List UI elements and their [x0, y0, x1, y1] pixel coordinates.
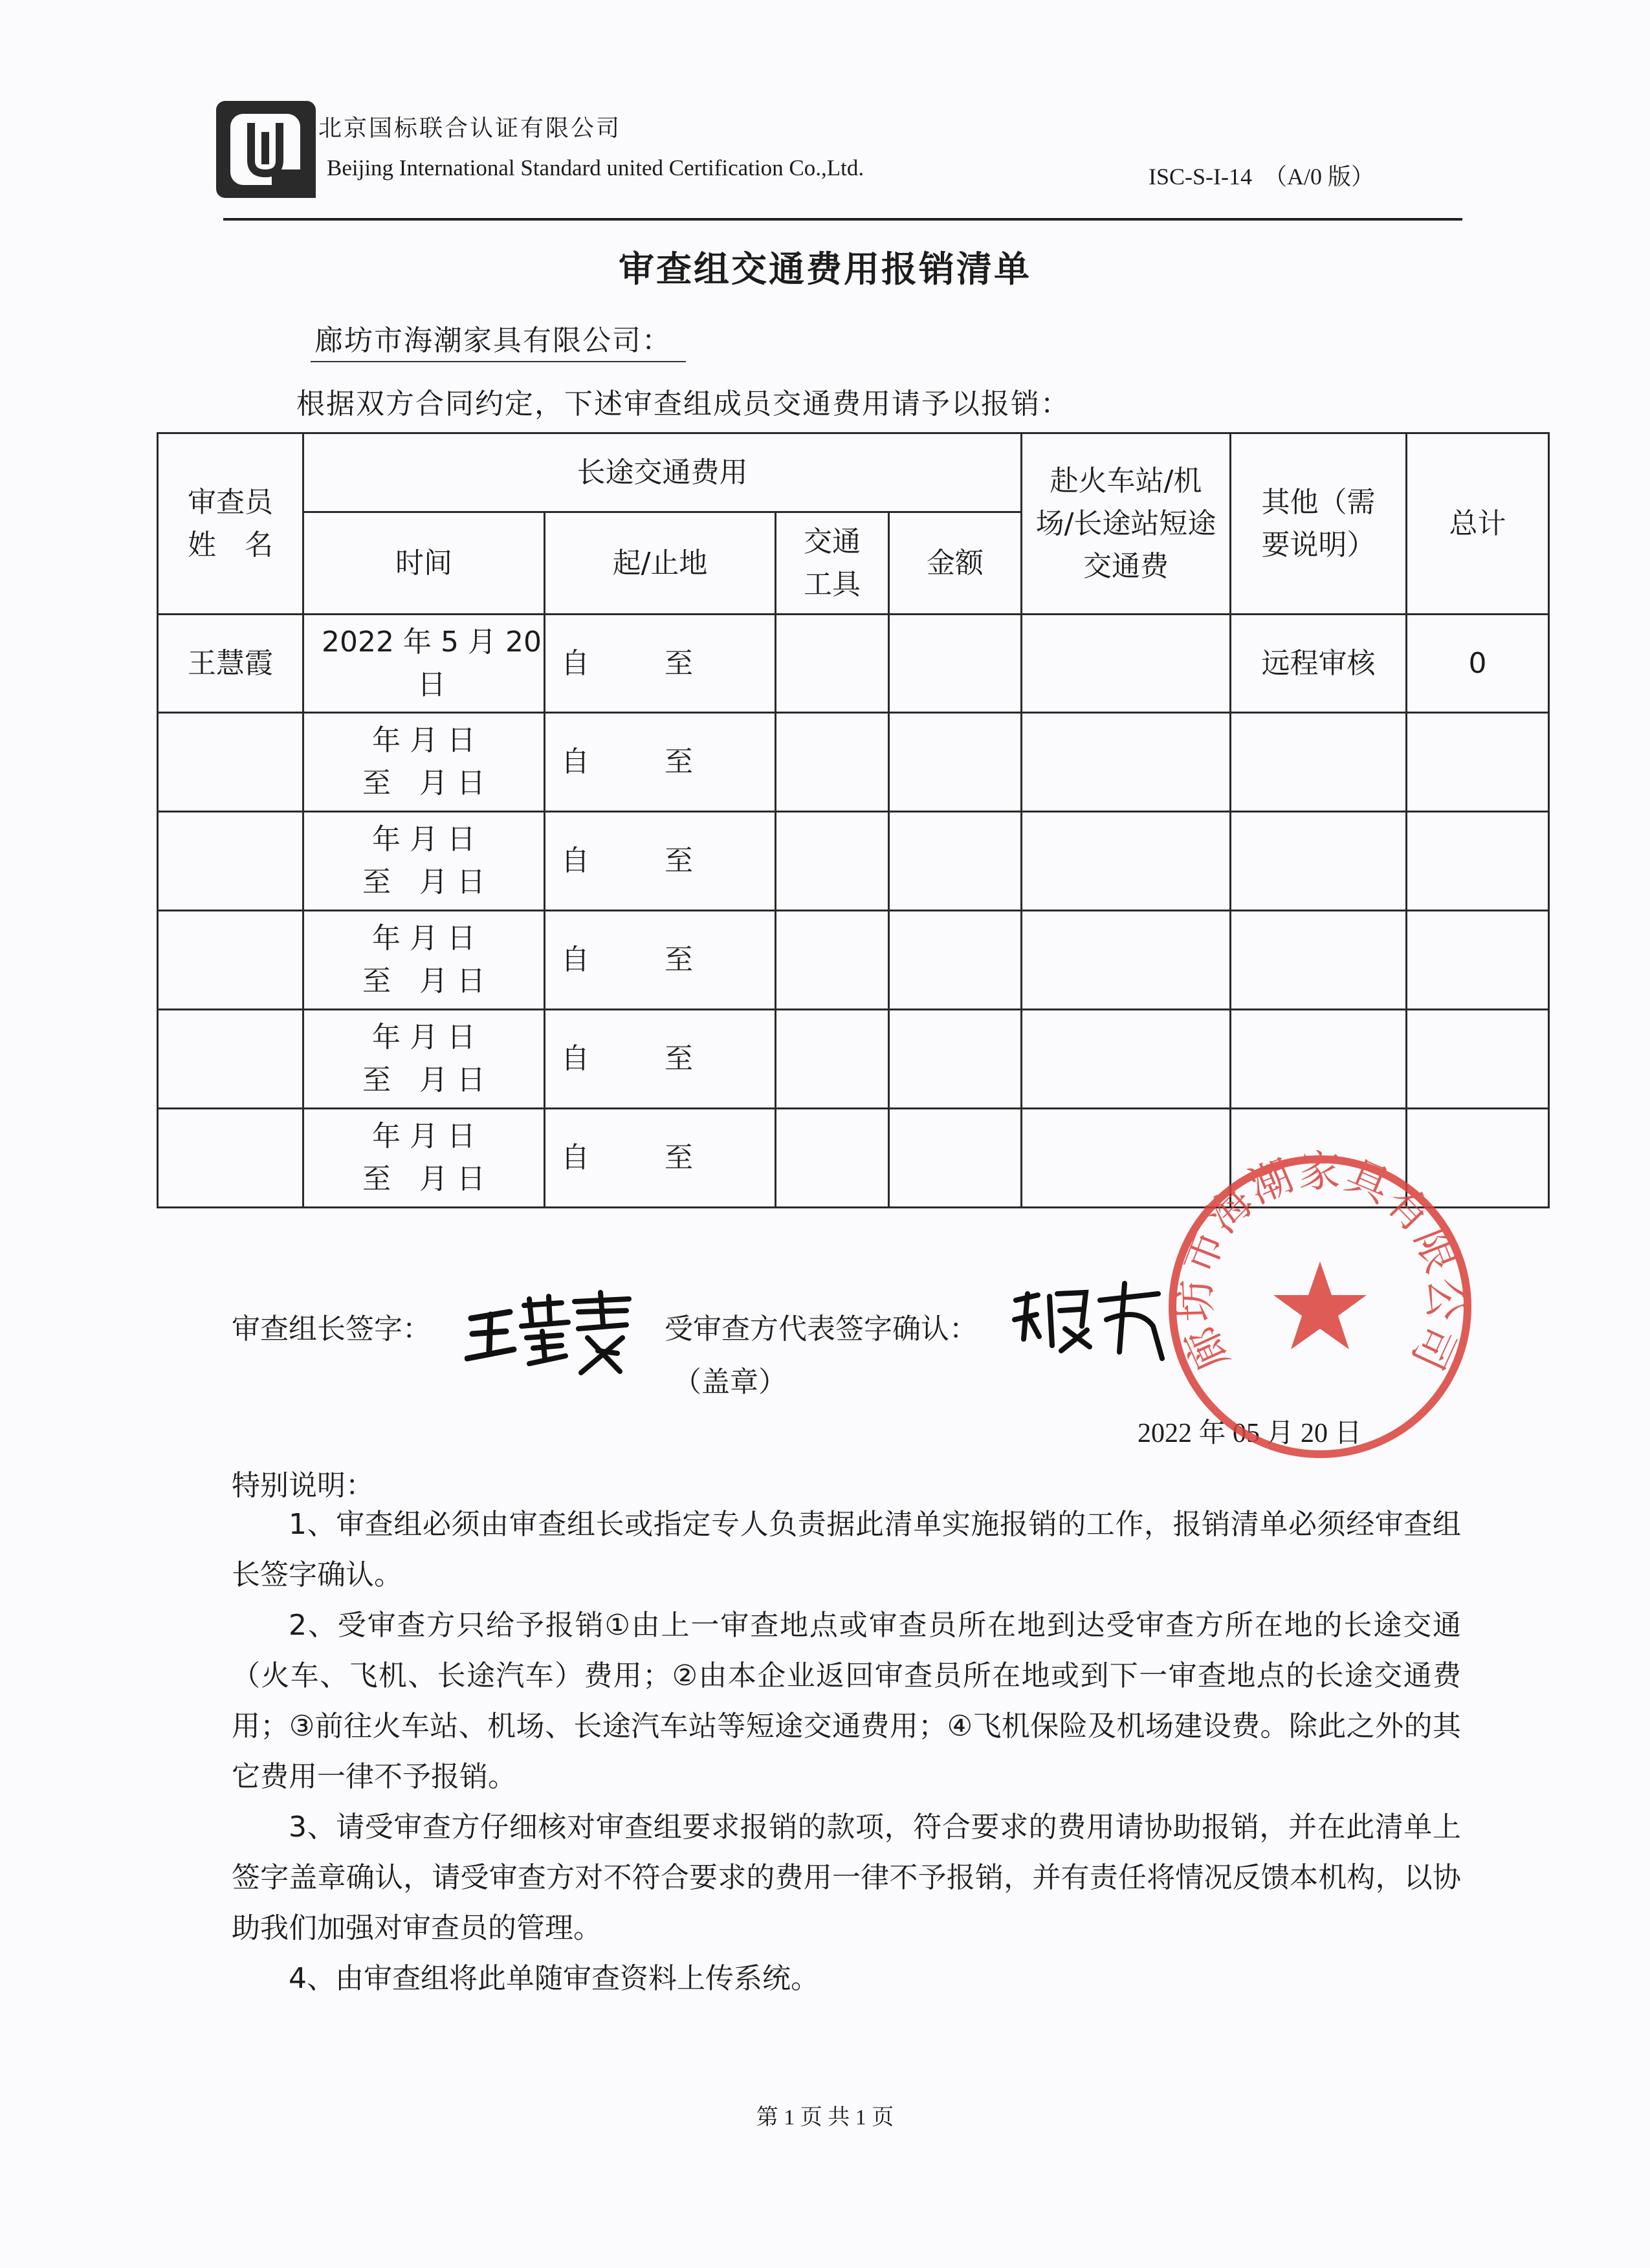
- short-distance-fee: [1022, 812, 1231, 911]
- svg-text:廊坊市海潮家具有限公司: 廊坊市海潮家具有限公司: [1170, 1146, 1470, 1379]
- total-value: [1407, 713, 1549, 812]
- vehicle: [776, 615, 889, 713]
- note-item: 3、请受审查方仔细核对审查组要求报销的款项，符合要求的费用请协助报销，并在此清单上签字盖章确认，请受审查方对不符合要求的费用一律不予报销，并有责任将情况反馈本机构，以协助我们加强对审查员的管理。: [232, 1811, 1461, 1945]
- header-long-distance: 长途交通费用: [303, 433, 1022, 512]
- from-label: 自: [561, 844, 589, 877]
- company-logo: [214, 98, 318, 201]
- representative-confirm-label: 受审查方代表签字确认：: [665, 1313, 978, 1346]
- header-divider: [223, 218, 1462, 221]
- amount: [889, 1010, 1022, 1109]
- from-label: 自: [561, 646, 589, 680]
- header-time: 时间: [303, 512, 545, 615]
- from-to: [545, 911, 776, 1010]
- addressee: 廊坊市海潮家具有限公司：: [311, 317, 686, 362]
- table-row: [158, 713, 1549, 812]
- expense-table: [157, 432, 1550, 1208]
- representative-signature: [1009, 1274, 1165, 1365]
- leader-signature: [465, 1286, 639, 1377]
- auditor-name: [158, 1010, 303, 1109]
- table-row: [158, 1010, 1549, 1109]
- amount: [889, 615, 1022, 713]
- auditor-name: [158, 1109, 303, 1208]
- header-auditor-name: 审查员 姓 名: [158, 433, 303, 615]
- total-value: [1407, 1010, 1549, 1109]
- travel-date: [303, 713, 545, 812]
- amount: [889, 713, 1022, 812]
- auditor-name: [158, 911, 303, 1010]
- from-label: 自: [561, 1042, 589, 1075]
- note-item: 1、审查组必须由审查组长或指定专人负责据此清单实施报销的工作，报销清单必须经审查组长签字确认。: [232, 1508, 1461, 1591]
- from-to: [545, 1010, 776, 1109]
- vehicle: [776, 1010, 889, 1109]
- from-label: 自: [561, 943, 589, 976]
- vehicle: [776, 1109, 889, 1208]
- from-to: [545, 812, 776, 911]
- document-number: ISC-S-I-14 （A/0 版）: [1149, 164, 1374, 190]
- date-line-2: 至 月 日: [362, 866, 485, 899]
- leader-signature-label: 审查组长签字：: [232, 1313, 431, 1346]
- date-line-2: 至 月 日: [362, 1162, 485, 1195]
- vehicle: [776, 713, 889, 812]
- page-title: 审查组交通费用报销清单: [618, 248, 1031, 290]
- page-footer: 第 1 页 共 1 页: [756, 2106, 894, 2130]
- table-row: [158, 615, 1549, 713]
- travel-date: [303, 1010, 545, 1109]
- amount: [889, 911, 1022, 1010]
- total-value: [1407, 911, 1549, 1010]
- to-label: 至: [665, 943, 693, 976]
- company-name-cn: 北京国标联合认证有限公司: [318, 115, 622, 142]
- other-note: [1231, 713, 1407, 812]
- total-value: 0: [1407, 615, 1549, 713]
- header-short-distance: 赴火车站/机场/长途站短途交通费: [1022, 433, 1231, 615]
- company-name-en: Beijing International Standard united Certification Co.,Ltd.: [327, 155, 864, 180]
- from-label: 自: [561, 745, 589, 778]
- travel-date: [303, 812, 545, 911]
- seal-note: （盖章）: [673, 1366, 787, 1399]
- short-distance-fee: [1022, 911, 1231, 1010]
- date-line-1: 年 月 日: [372, 922, 476, 955]
- travel-date: 2022 年 5 月 20日: [303, 615, 545, 713]
- auditor-name: [158, 812, 303, 911]
- short-distance-fee: [1022, 615, 1231, 713]
- date-line-1: 年 月 日: [372, 1021, 476, 1054]
- table-row: [158, 812, 1549, 911]
- auditor-name: 王慧霞: [158, 615, 303, 713]
- header-from-to: 起/止地: [545, 512, 776, 615]
- other-note: [1231, 911, 1407, 1010]
- amount: [889, 812, 1022, 911]
- intro-text: 根据双方合同约定，下述审查组成员交通费用请予以报销：: [296, 387, 1070, 420]
- notes-title: 特别说明：: [232, 1469, 374, 1502]
- from-label: 自: [561, 1141, 589, 1174]
- date-line-2: 至 月 日: [362, 1063, 485, 1096]
- date-line-2: 至 月 日: [362, 965, 485, 998]
- total-value: [1407, 812, 1549, 911]
- to-label: 至: [665, 1141, 693, 1174]
- other-note: 远程审核: [1231, 615, 1407, 713]
- other-note: [1231, 812, 1407, 911]
- travel-date: [303, 1109, 545, 1208]
- date-line-2: 至 月 日: [362, 767, 485, 800]
- other-note: [1231, 1010, 1407, 1109]
- from-to: [545, 1109, 776, 1208]
- note-item: 2、受审查方只给予报销①由上一审查地点或审查员所在地到达受审查方所在地的长途交通（火车、飞机、长途汽车）费用；②由本企业返回审查员所在地或到下一审查地点的长途交通费用；③前往火车站、机场、长途汽车站等短途交通费用；④飞机保险及机场建设费。除此之外的其它费用一律不予报销。: [232, 1609, 1461, 1793]
- to-label: 至: [665, 844, 693, 877]
- sign-date: 2022 年 05 月 20 日: [1138, 1419, 1362, 1448]
- header-other: 其他（需要说明）: [1231, 433, 1407, 615]
- header-amount: 金额: [889, 512, 1022, 615]
- header-total: 总计: [1407, 433, 1549, 615]
- notes-body: [232, 1499, 1461, 2004]
- company-seal-stamp: [1158, 1145, 1482, 1468]
- to-label: 至: [665, 1042, 693, 1075]
- note-item: 4、由审查组将此单随审查资料上传系统。: [289, 1962, 819, 1995]
- from-to: [545, 713, 776, 812]
- date-line-1: 年 月 日: [372, 1120, 476, 1153]
- auditor-name: [158, 713, 303, 812]
- short-distance-fee: [1022, 1010, 1231, 1109]
- vehicle: [776, 911, 889, 1010]
- to-label: 至: [665, 646, 693, 680]
- short-distance-fee: [1022, 713, 1231, 812]
- to-label: 至: [665, 745, 693, 778]
- date-line-1: 年 月 日: [372, 724, 476, 757]
- travel-date: [303, 911, 545, 1010]
- from-to: [545, 615, 776, 713]
- table-row: [158, 911, 1549, 1010]
- amount: [889, 1109, 1022, 1208]
- vehicle: [776, 812, 889, 911]
- date-line-1: 年 月 日: [372, 823, 476, 856]
- header-vehicle: 交通 工具: [776, 512, 889, 615]
